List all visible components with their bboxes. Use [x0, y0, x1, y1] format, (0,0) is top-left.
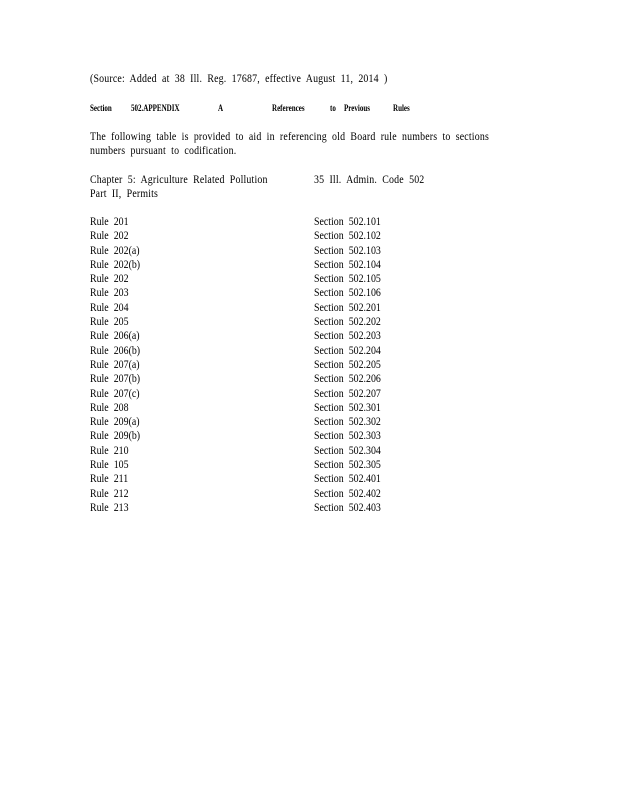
new-section-number: Section 502.302 — [314, 416, 381, 429]
new-section-number: Section 502.303 — [314, 430, 381, 443]
new-section-number: Section 502.207 — [314, 387, 381, 400]
new-section-number: Section 502.204 — [314, 344, 381, 357]
old-rule-number: Rule 201 — [90, 216, 129, 228]
chapter-title: Chapter 5: Agriculture Related Pollution — [90, 174, 268, 186]
new-section-number: Section 502.301 — [314, 401, 381, 414]
new-section-number: Section 502.105 — [314, 273, 381, 286]
old-rule-number: Rule 202(a) — [90, 244, 140, 257]
old-rule-number: Rule 202(b) — [90, 258, 141, 271]
old-rule-number: Rule 204 — [90, 301, 129, 314]
new-section-number: Section 502.205 — [314, 358, 381, 371]
heading-title-references: References — [272, 103, 305, 113]
new-section-number: Section 502.104 — [314, 258, 381, 271]
new-section-number: Section 502.403 — [314, 501, 381, 514]
intro-line-2: numbers pursuant to codification. — [90, 145, 237, 157]
old-rule-number: Rule 206(b) — [90, 344, 141, 357]
old-rule-number: Rule 105 — [90, 459, 129, 472]
old-rule-number: Rule 210 — [90, 444, 129, 457]
table-row — [90, 359, 510, 373]
table-row — [90, 259, 510, 273]
table-row — [90, 388, 510, 402]
old-rule-number: Rule 202 — [90, 273, 129, 286]
table-row — [90, 216, 510, 230]
old-rule-number: Rule 209(a) — [90, 416, 140, 429]
part-title: Part II, Permits — [90, 188, 159, 200]
rule-section-table — [90, 216, 510, 516]
old-rule-number: Rule 207(a) — [90, 358, 140, 371]
old-rule-number: Rule 206(a) — [90, 330, 140, 343]
heading-title-rules: Rules — [393, 103, 410, 113]
old-rule-number: Rule 212 — [90, 487, 129, 500]
source-note: (Source: Added at 38 Ill. Reg. 17687, effective August 11, 2014 ) — [90, 73, 388, 85]
table-row — [90, 302, 510, 316]
heading-section-number: 502.APPENDIX — [131, 103, 180, 113]
heading-title-previous: Previous — [344, 103, 371, 113]
table-row — [90, 230, 510, 244]
new-section-number: Section 502.103 — [314, 244, 381, 257]
table-row — [90, 459, 510, 473]
table-row — [90, 273, 510, 287]
table-row — [90, 473, 510, 487]
old-rule-number: Rule 207(b) — [90, 373, 141, 386]
new-section-number: Section 502.202 — [314, 316, 381, 329]
old-rule-number: Rule 209(b) — [90, 430, 141, 443]
table-row — [90, 416, 510, 430]
admin-code-reference: 35 Ill. Admin. Code 502 — [314, 174, 425, 186]
heading-title-to: to — [330, 103, 336, 113]
intro-line-1: The following table is provided to aid in referencing old Board rule numbers to sections — [90, 131, 489, 143]
new-section-number: Section 502.305 — [314, 459, 381, 472]
new-section-number: Section 502.106 — [314, 287, 381, 300]
new-section-number: Section 502.304 — [314, 444, 381, 457]
old-rule-number: Rule 203 — [90, 287, 129, 300]
new-section-number: Section 502.401 — [314, 473, 381, 486]
table-row — [90, 345, 510, 359]
old-rule-number: Rule 213 — [90, 501, 129, 514]
table-row — [90, 430, 510, 444]
old-rule-number: Rule 211 — [90, 473, 129, 486]
table-row — [90, 330, 510, 344]
heading-section-word: Section — [90, 103, 112, 113]
table-row — [90, 373, 510, 387]
new-section-number: Section 502.102 — [314, 230, 381, 243]
old-rule-number: Rule 208 — [90, 401, 129, 414]
table-row — [90, 502, 510, 516]
new-section-number: Section 502.402 — [314, 487, 381, 500]
old-rule-number: Rule 202 — [90, 230, 129, 243]
table-row — [90, 488, 510, 502]
table-row — [90, 316, 510, 330]
new-section-number: Section 502.206 — [314, 373, 381, 386]
old-rule-number: Rule 207(c) — [90, 387, 140, 400]
table-row — [90, 245, 510, 259]
heading-appendix-letter: A — [218, 103, 224, 113]
new-section-number: Section 502.201 — [314, 301, 381, 314]
old-rule-number: Rule 205 — [90, 316, 129, 329]
table-row — [90, 287, 510, 301]
table-row — [90, 445, 510, 459]
table-row — [90, 402, 510, 416]
new-section-number: Section 502.101 — [314, 216, 381, 228]
new-section-number: Section 502.203 — [314, 330, 381, 343]
